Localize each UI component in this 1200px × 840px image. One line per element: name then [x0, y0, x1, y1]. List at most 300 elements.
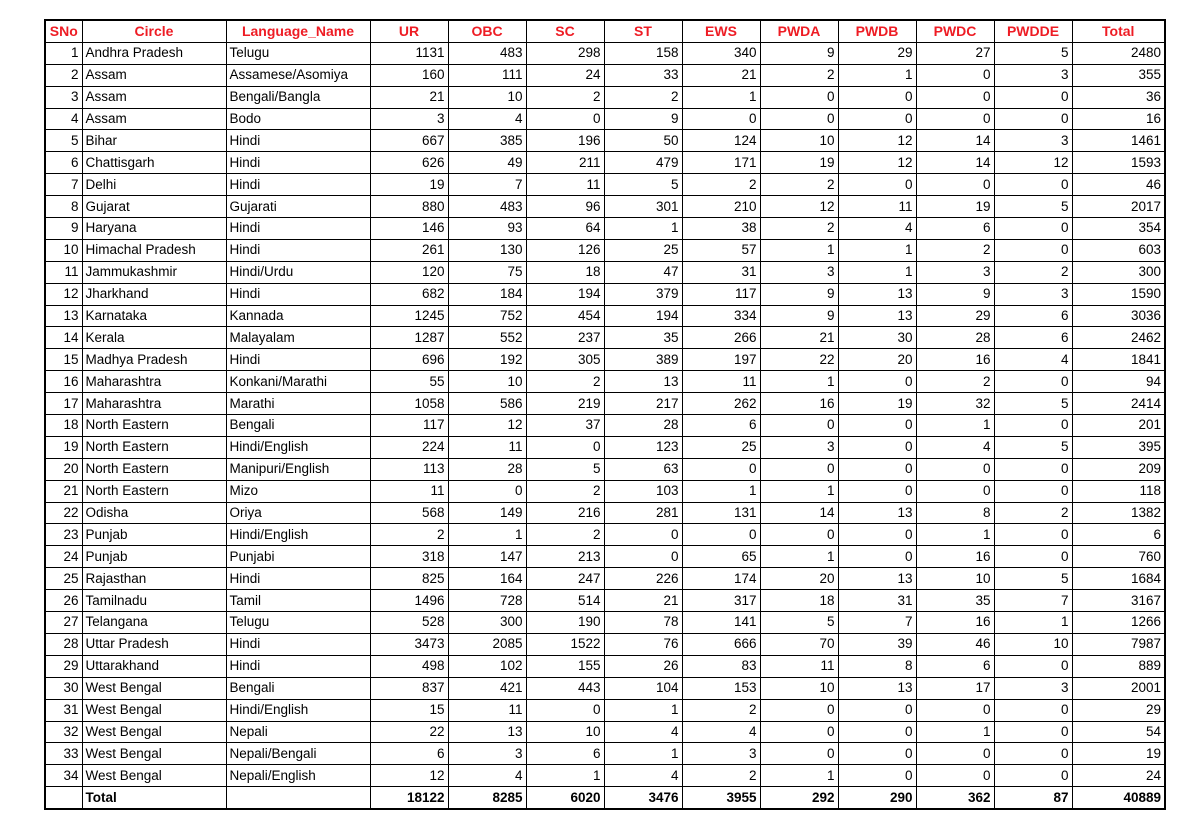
cell-sc: 0	[526, 108, 604, 130]
table-row	[45, 349, 1165, 371]
cell-obc: 421	[448, 677, 526, 699]
cell-pwdde: 0	[994, 721, 1072, 743]
cell-pwdde: 3	[994, 130, 1072, 152]
cell-total: 1266	[1072, 612, 1165, 634]
cell-obc: 12	[448, 415, 526, 437]
cell-sno: 7	[45, 174, 82, 196]
cell-pwdb: 0	[838, 86, 916, 108]
cell-ur: 318	[370, 546, 448, 568]
cell-pwda: 3	[760, 261, 838, 283]
cell-pwdde: 7	[994, 590, 1072, 612]
cell-pwdb: 13	[838, 568, 916, 590]
cell-language-name: Hindi	[226, 568, 370, 590]
cell-circle: Assam	[82, 86, 226, 108]
cell-pwdc: 0	[916, 64, 994, 86]
cell-language-name: Bengali	[226, 415, 370, 437]
column-header-obc: OBC	[448, 20, 526, 42]
cell-pwdde: 0	[994, 524, 1072, 546]
cell-pwdc: 14	[916, 152, 994, 174]
cell-obc: 147	[448, 546, 526, 568]
total-cell-language-name	[226, 787, 370, 809]
cell-ur: 696	[370, 349, 448, 371]
cell-pwdc: 2	[916, 239, 994, 261]
column-header-ews: EWS	[682, 20, 760, 42]
total-cell-total: 40889	[1072, 787, 1165, 809]
cell-total: 1684	[1072, 568, 1165, 590]
cell-obc: 13	[448, 721, 526, 743]
cell-circle: Uttarakhand	[82, 655, 226, 677]
cell-sno: 31	[45, 699, 82, 721]
cell-pwdb: 0	[838, 743, 916, 765]
cell-circle: Andhra Pradesh	[82, 42, 226, 64]
cell-pwda: 1	[760, 371, 838, 393]
cell-circle: Jharkhand	[82, 283, 226, 305]
cell-sno: 12	[45, 283, 82, 305]
cell-pwda: 22	[760, 349, 838, 371]
cell-circle: Assam	[82, 64, 226, 86]
cell-pwdb: 13	[838, 305, 916, 327]
cell-obc: 752	[448, 305, 526, 327]
cell-sc: 2	[526, 86, 604, 108]
cell-circle: Maharashtra	[82, 371, 226, 393]
cell-sc: 5	[526, 458, 604, 480]
cell-st: 1	[604, 743, 682, 765]
table-row	[45, 283, 1165, 305]
cell-language-name: Assamese/Asomiya	[226, 64, 370, 86]
cell-total: 3036	[1072, 305, 1165, 327]
cell-sc: 24	[526, 64, 604, 86]
table-row	[45, 152, 1165, 174]
cell-language-name: Hindi/English	[226, 436, 370, 458]
cell-st: 76	[604, 633, 682, 655]
cell-total: 760	[1072, 546, 1165, 568]
cell-ews: 0	[682, 524, 760, 546]
cell-pwda: 0	[760, 86, 838, 108]
cell-st: 281	[604, 502, 682, 524]
cell-pwdde: 0	[994, 765, 1072, 787]
cell-ur: 224	[370, 436, 448, 458]
cell-ews: 83	[682, 655, 760, 677]
table-row	[45, 174, 1165, 196]
cell-sc: 443	[526, 677, 604, 699]
cell-ews: 124	[682, 130, 760, 152]
cell-language-name: Gujarati	[226, 196, 370, 218]
cell-ur: 113	[370, 458, 448, 480]
column-header-sno: SNo	[45, 20, 82, 42]
cell-sc: 155	[526, 655, 604, 677]
cell-language-name: Kannada	[226, 305, 370, 327]
column-header-sc: SC	[526, 20, 604, 42]
cell-pwdb: 0	[838, 436, 916, 458]
cell-language-name: Punjabi	[226, 546, 370, 568]
cell-language-name: Hindi/English	[226, 524, 370, 546]
cell-pwdc: 32	[916, 393, 994, 415]
column-header-ur: UR	[370, 20, 448, 42]
cell-pwdde: 1	[994, 612, 1072, 634]
table-row	[45, 721, 1165, 743]
cell-ews: 2	[682, 174, 760, 196]
table-row	[45, 196, 1165, 218]
cell-sc: 247	[526, 568, 604, 590]
cell-sno: 34	[45, 765, 82, 787]
cell-circle: Telangana	[82, 612, 226, 634]
table-row	[45, 218, 1165, 240]
cell-language-name: Hindi	[226, 130, 370, 152]
cell-sno: 22	[45, 502, 82, 524]
cell-pwdc: 10	[916, 568, 994, 590]
cell-circle: West Bengal	[82, 677, 226, 699]
cell-language-name: Hindi	[226, 633, 370, 655]
table-row	[45, 86, 1165, 108]
cell-pwdde: 6	[994, 327, 1072, 349]
cell-pwdb: 0	[838, 480, 916, 502]
cell-pwdc: 1	[916, 415, 994, 437]
cell-total: 7987	[1072, 633, 1165, 655]
cell-total: 201	[1072, 415, 1165, 437]
cell-st: 9	[604, 108, 682, 130]
cell-st: 158	[604, 42, 682, 64]
cell-sc: 298	[526, 42, 604, 64]
cell-circle: Jammukashmir	[82, 261, 226, 283]
cell-total: 36	[1072, 86, 1165, 108]
cell-pwdb: 19	[838, 393, 916, 415]
table-row	[45, 458, 1165, 480]
cell-pwdb: 0	[838, 699, 916, 721]
cell-total: 603	[1072, 239, 1165, 261]
cell-circle: Haryana	[82, 218, 226, 240]
cell-ews: 266	[682, 327, 760, 349]
table-row	[45, 546, 1165, 568]
cell-pwdc: 0	[916, 480, 994, 502]
cell-pwdb: 39	[838, 633, 916, 655]
cell-pwda: 0	[760, 721, 838, 743]
cell-ews: 1	[682, 480, 760, 502]
table-row	[45, 633, 1165, 655]
cell-obc: 483	[448, 42, 526, 64]
total-cell-obc: 8285	[448, 787, 526, 809]
cell-ur: 21	[370, 86, 448, 108]
cell-ews: 21	[682, 64, 760, 86]
cell-pwdde: 0	[994, 239, 1072, 261]
cell-obc: 149	[448, 502, 526, 524]
cell-pwda: 70	[760, 633, 838, 655]
cell-ur: 3473	[370, 633, 448, 655]
cell-sc: 2	[526, 480, 604, 502]
cell-ur: 837	[370, 677, 448, 699]
cell-sno: 33	[45, 743, 82, 765]
cell-ews: 0	[682, 108, 760, 130]
cell-sc: 0	[526, 436, 604, 458]
cell-pwda: 0	[760, 699, 838, 721]
cell-language-name: Nepali	[226, 721, 370, 743]
cell-pwdde: 0	[994, 174, 1072, 196]
cell-ur: 498	[370, 655, 448, 677]
cell-pwda: 2	[760, 218, 838, 240]
cell-pwdc: 17	[916, 677, 994, 699]
cell-ews: 2	[682, 699, 760, 721]
cell-pwdb: 20	[838, 349, 916, 371]
cell-st: 1	[604, 218, 682, 240]
cell-ews: 57	[682, 239, 760, 261]
cell-pwdde: 0	[994, 458, 1072, 480]
cell-sno: 15	[45, 349, 82, 371]
cell-language-name: Bodo	[226, 108, 370, 130]
cell-pwdde: 0	[994, 218, 1072, 240]
cell-st: 78	[604, 612, 682, 634]
cell-circle: Chattisgarh	[82, 152, 226, 174]
cell-st: 226	[604, 568, 682, 590]
cell-sno: 19	[45, 436, 82, 458]
cell-pwdb: 0	[838, 765, 916, 787]
cell-pwda: 3	[760, 436, 838, 458]
cell-sno: 21	[45, 480, 82, 502]
cell-pwda: 10	[760, 130, 838, 152]
cell-ews: 317	[682, 590, 760, 612]
cell-sc: 454	[526, 305, 604, 327]
table-body	[45, 42, 1165, 809]
total-cell-st: 3476	[604, 787, 682, 809]
cell-total: 3167	[1072, 590, 1165, 612]
cell-pwdde: 0	[994, 743, 1072, 765]
cell-pwdc: 6	[916, 218, 994, 240]
cell-sc: 2	[526, 524, 604, 546]
cell-sc: 11	[526, 174, 604, 196]
cell-obc: 2085	[448, 633, 526, 655]
cell-pwda: 21	[760, 327, 838, 349]
cell-ur: 12	[370, 765, 448, 787]
cell-ews: 1	[682, 86, 760, 108]
cell-pwdde: 0	[994, 108, 1072, 130]
cell-language-name: Malayalam	[226, 327, 370, 349]
cell-ur: 15	[370, 699, 448, 721]
total-cell-sno	[45, 787, 82, 809]
cell-sc: 126	[526, 239, 604, 261]
cell-st: 35	[604, 327, 682, 349]
cell-sno: 18	[45, 415, 82, 437]
cell-ews: 174	[682, 568, 760, 590]
cell-pwdde: 12	[994, 152, 1072, 174]
cell-pwdc: 0	[916, 743, 994, 765]
cell-ews: 153	[682, 677, 760, 699]
cell-sc: 10	[526, 721, 604, 743]
cell-st: 2	[604, 86, 682, 108]
cell-ur: 2	[370, 524, 448, 546]
table-row	[45, 393, 1165, 415]
cell-sc: 305	[526, 349, 604, 371]
cell-pwdb: 0	[838, 546, 916, 568]
cell-sno: 8	[45, 196, 82, 218]
cell-ur: 261	[370, 239, 448, 261]
total-cell-pwdb: 290	[838, 787, 916, 809]
cell-obc: 586	[448, 393, 526, 415]
cell-pwda: 0	[760, 415, 838, 437]
cell-st: 0	[604, 546, 682, 568]
cell-circle: Rajasthan	[82, 568, 226, 590]
cell-pwdb: 13	[838, 502, 916, 524]
cell-circle: Bihar	[82, 130, 226, 152]
cell-pwdb: 12	[838, 152, 916, 174]
cell-st: 25	[604, 239, 682, 261]
cell-obc: 192	[448, 349, 526, 371]
cell-pwdc: 16	[916, 612, 994, 634]
cell-sc: 96	[526, 196, 604, 218]
vacancy-table	[44, 19, 1166, 810]
cell-sno: 28	[45, 633, 82, 655]
cell-st: 301	[604, 196, 682, 218]
total-cell-ur: 18122	[370, 787, 448, 809]
cell-st: 5	[604, 174, 682, 196]
cell-language-name: Hindi	[226, 283, 370, 305]
cell-sno: 25	[45, 568, 82, 590]
cell-circle: West Bengal	[82, 765, 226, 787]
cell-sc: 213	[526, 546, 604, 568]
table-row	[45, 502, 1165, 524]
cell-sc: 6	[526, 743, 604, 765]
cell-pwda: 18	[760, 590, 838, 612]
cell-pwdb: 0	[838, 524, 916, 546]
cell-pwdc: 1	[916, 524, 994, 546]
cell-sno: 24	[45, 546, 82, 568]
cell-pwdb: 7	[838, 612, 916, 634]
cell-pwdc: 0	[916, 458, 994, 480]
cell-obc: 552	[448, 327, 526, 349]
cell-sno: 5	[45, 130, 82, 152]
cell-sno: 29	[45, 655, 82, 677]
cell-ur: 146	[370, 218, 448, 240]
cell-obc: 102	[448, 655, 526, 677]
cell-pwdde: 0	[994, 699, 1072, 721]
cell-st: 4	[604, 721, 682, 743]
cell-pwdc: 28	[916, 327, 994, 349]
cell-pwdc: 8	[916, 502, 994, 524]
cell-total: 2414	[1072, 393, 1165, 415]
cell-language-name: Oriya	[226, 502, 370, 524]
cell-st: 479	[604, 152, 682, 174]
cell-pwdb: 12	[838, 130, 916, 152]
cell-pwda: 5	[760, 612, 838, 634]
cell-circle: Tamilnadu	[82, 590, 226, 612]
cell-ur: 528	[370, 612, 448, 634]
cell-total: 1590	[1072, 283, 1165, 305]
table-row	[45, 612, 1165, 634]
cell-pwdb: 30	[838, 327, 916, 349]
cell-ur: 55	[370, 371, 448, 393]
cell-pwdb: 0	[838, 458, 916, 480]
cell-pwdc: 14	[916, 130, 994, 152]
cell-total: 46	[1072, 174, 1165, 196]
column-header-total: Total	[1072, 20, 1165, 42]
table-row	[45, 108, 1165, 130]
cell-ews: 340	[682, 42, 760, 64]
total-cell-circle: Total	[82, 787, 226, 809]
cell-sno: 4	[45, 108, 82, 130]
cell-total: 54	[1072, 721, 1165, 743]
cell-language-name: Hindi	[226, 655, 370, 677]
cell-pwda: 20	[760, 568, 838, 590]
cell-ur: 11	[370, 480, 448, 502]
cell-language-name: Hindi/Urdu	[226, 261, 370, 283]
cell-pwdb: 8	[838, 655, 916, 677]
table-row	[45, 64, 1165, 86]
cell-total: 300	[1072, 261, 1165, 283]
cell-pwdb: 0	[838, 371, 916, 393]
cell-pwdde: 0	[994, 480, 1072, 502]
cell-pwdde: 5	[994, 436, 1072, 458]
cell-language-name: Hindi/English	[226, 699, 370, 721]
table-header	[45, 20, 1165, 42]
cell-pwdde: 5	[994, 393, 1072, 415]
cell-pwdb: 1	[838, 239, 916, 261]
cell-st: 13	[604, 371, 682, 393]
vacancy-table-container	[44, 19, 1166, 810]
cell-ur: 667	[370, 130, 448, 152]
cell-obc: 728	[448, 590, 526, 612]
cell-pwdde: 0	[994, 546, 1072, 568]
column-header-language-name: Language_Name	[226, 20, 370, 42]
cell-pwdc: 3	[916, 261, 994, 283]
cell-circle: Himachal Pradesh	[82, 239, 226, 261]
cell-pwdde: 0	[994, 371, 1072, 393]
cell-ews: 65	[682, 546, 760, 568]
cell-language-name: Hindi	[226, 239, 370, 261]
cell-pwda: 16	[760, 393, 838, 415]
cell-language-name: Nepali/Bengali	[226, 743, 370, 765]
cell-sno: 17	[45, 393, 82, 415]
cell-total: 355	[1072, 64, 1165, 86]
cell-ur: 160	[370, 64, 448, 86]
cell-pwdde: 2	[994, 261, 1072, 283]
cell-st: 26	[604, 655, 682, 677]
cell-ur: 626	[370, 152, 448, 174]
cell-st: 104	[604, 677, 682, 699]
cell-sc: 237	[526, 327, 604, 349]
cell-total: 354	[1072, 218, 1165, 240]
cell-pwdde: 4	[994, 349, 1072, 371]
cell-pwda: 0	[760, 743, 838, 765]
cell-pwdb: 1	[838, 261, 916, 283]
cell-total: 1841	[1072, 349, 1165, 371]
cell-pwdc: 19	[916, 196, 994, 218]
cell-ews: 4	[682, 721, 760, 743]
cell-obc: 28	[448, 458, 526, 480]
cell-ews: 31	[682, 261, 760, 283]
cell-ews: 117	[682, 283, 760, 305]
table-row	[45, 590, 1165, 612]
cell-language-name: Hindi	[226, 152, 370, 174]
cell-pwdc: 0	[916, 108, 994, 130]
table-row	[45, 371, 1165, 393]
cell-sno: 3	[45, 86, 82, 108]
cell-obc: 385	[448, 130, 526, 152]
cell-circle: West Bengal	[82, 743, 226, 765]
cell-obc: 300	[448, 612, 526, 634]
cell-st: 217	[604, 393, 682, 415]
cell-ur: 825	[370, 568, 448, 590]
cell-sc: 194	[526, 283, 604, 305]
cell-sc: 219	[526, 393, 604, 415]
cell-sc: 0	[526, 699, 604, 721]
cell-total: 2462	[1072, 327, 1165, 349]
cell-st: 1	[604, 699, 682, 721]
cell-pwdde: 5	[994, 568, 1072, 590]
cell-ur: 19	[370, 174, 448, 196]
cell-language-name: Telugu	[226, 42, 370, 64]
cell-ews: 3	[682, 743, 760, 765]
cell-pwdc: 16	[916, 349, 994, 371]
cell-pwdde: 10	[994, 633, 1072, 655]
column-header-pwdde: PWDDE	[994, 20, 1072, 42]
cell-pwdb: 29	[838, 42, 916, 64]
